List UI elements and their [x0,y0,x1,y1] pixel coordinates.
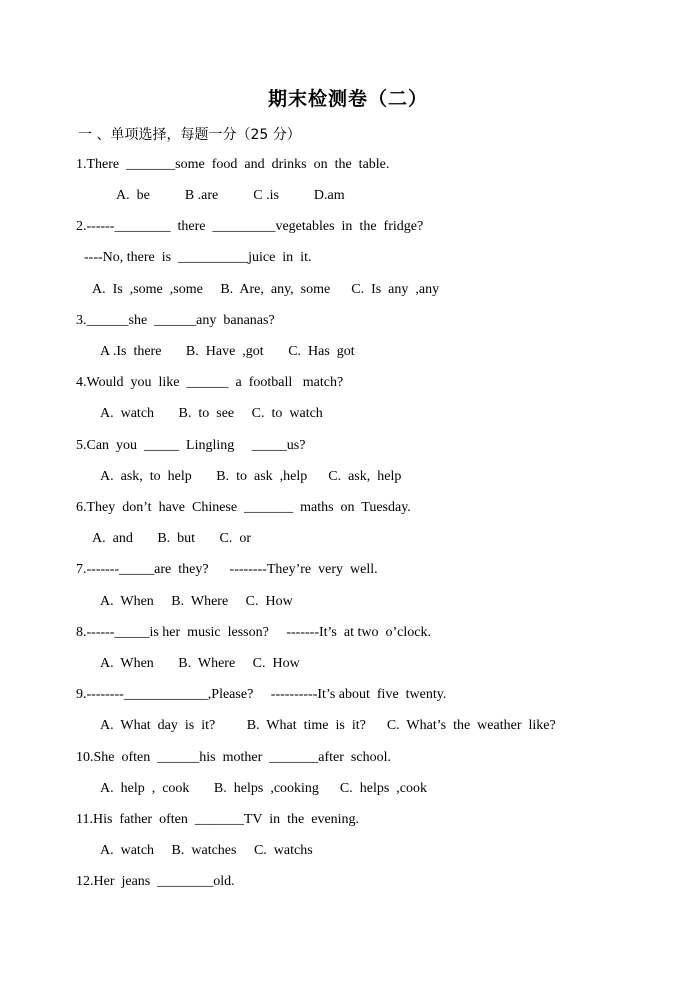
question-9-options: A. What day is it? B. What time is it? C. What’s the weather like? [100,718,556,733]
question-6-options: A. and B. but C. or [92,531,252,546]
question-10: 10.She often ______his mother _______after school. [76,750,391,765]
question-11-options: A. watch B. watches C. watchs [100,843,313,858]
question-1-options: A. be B .are C .is D.am [116,188,345,203]
question-10-options: A. help , cook B. helps ,cooking C. helps ,cook [100,781,428,796]
question-2-options: A. Is ,some ,some B. Are, any, some C. Is any ,any [92,282,440,297]
question-2: 2.------________ there _________vegetables in the fridge? [76,219,424,234]
question-1: 1.There _______some food and drinks on the table. [76,157,390,172]
question-4-options: A. watch B. to see C. to watch [100,406,323,421]
page-title: 期末检测卷（二） [267,88,428,110]
section-heading: 一 、单项选择，每题一分（25 分） [78,127,301,143]
question-12: 12.Her jeans ________old. [76,874,235,889]
question-6: 6.They don’t have Chinese _______ maths on Tuesday. [76,500,411,515]
question-7-options: A. When B. Where C. How [100,594,293,609]
question-9: 9.--------____________,Please? ----------It’s about five twenty. [76,687,447,702]
question-3-options: A .Is there B. Have ,got C. Has got [100,344,355,359]
question-8-options: A. When B. Where C. How [100,656,300,671]
question-11: 11.His father often _______TV in the evening. [76,812,360,827]
question-2-reply: ----No, there is __________juice in it. [84,250,312,265]
question-3: 3.______she ______any bananas? [76,313,275,328]
question-7: 7.-------_____are they? --------They’re very well. [76,562,378,577]
question-5: 5.Can you _____ Lingling _____us? [76,438,306,453]
question-4: 4.Would you like ______ a football match? [76,375,344,390]
question-8: 8.------_____is her music lesson? -------It’s at two o’clock. [76,625,431,640]
question-5-options: A. ask, to help B. to ask ,help C. ask, help [100,469,402,484]
